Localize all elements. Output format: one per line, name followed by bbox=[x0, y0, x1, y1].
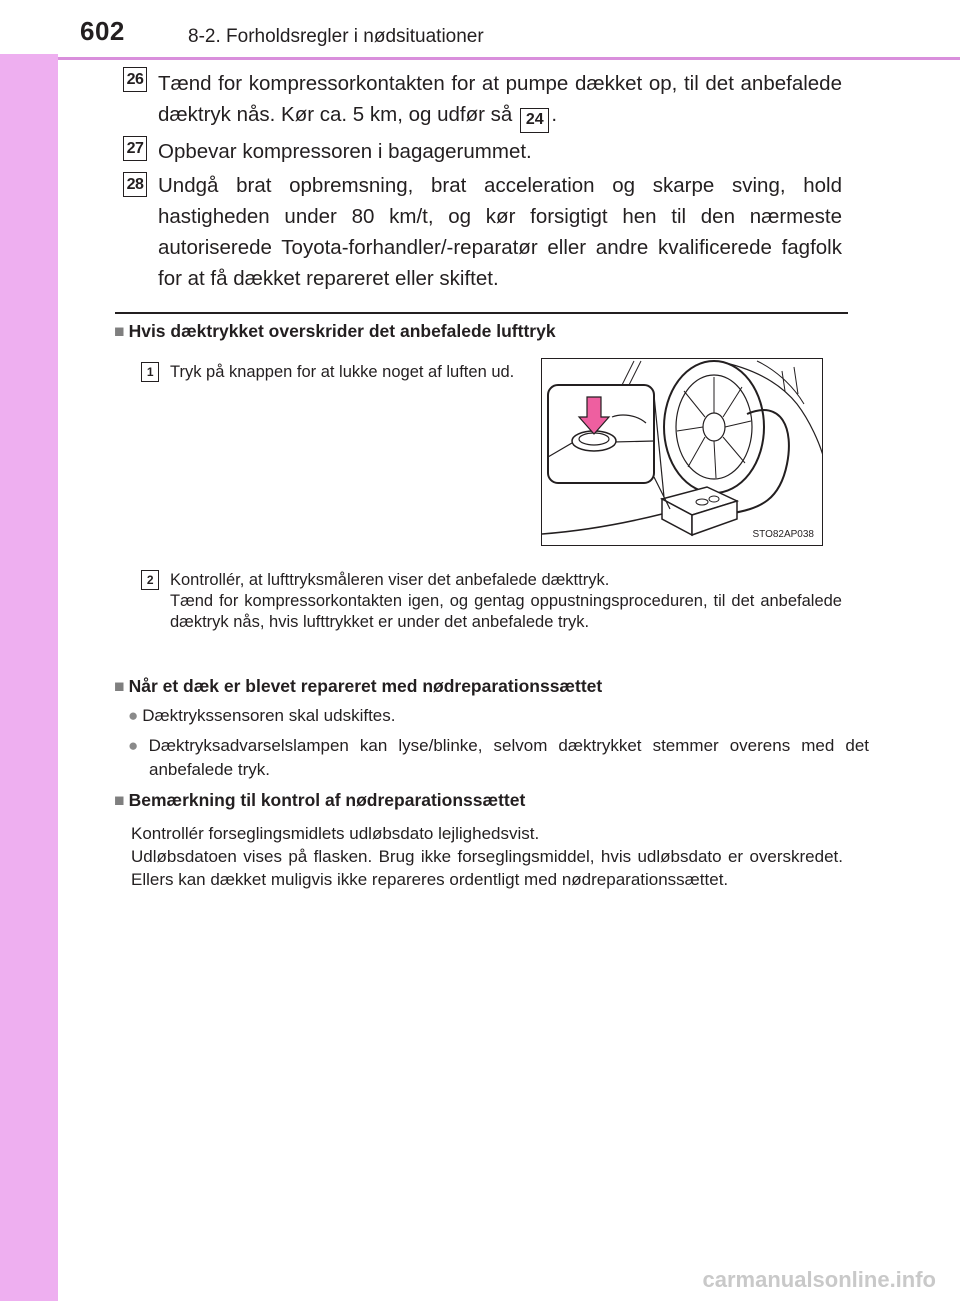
bullet-item-warning-lamp bbox=[128, 734, 869, 782]
step-ref-badge-24: 24 bbox=[520, 108, 549, 133]
subheading-kit-check-text: Bemærkning til kontrol af nødreparationssættet bbox=[128, 790, 526, 810]
item-badge-2: 2 bbox=[141, 570, 159, 590]
figure-code: STO82AP038 bbox=[752, 529, 814, 540]
round-bullet-icon: ● bbox=[128, 706, 139, 725]
step-badge-27: 27 bbox=[123, 136, 147, 161]
subheading-kit-check bbox=[114, 790, 525, 811]
page-header bbox=[0, 0, 960, 54]
step-badge-28: 28 bbox=[123, 172, 147, 197]
step-26-text bbox=[158, 68, 842, 133]
step-badge-26: 26 bbox=[123, 67, 147, 92]
kit-check-text bbox=[131, 822, 843, 891]
square-bullet-icon: ■ bbox=[114, 676, 125, 696]
item-1-text: Tryk på knappen for at lukke noget af luften ud. bbox=[170, 363, 515, 381]
step-26-text-main: Tænd for kompressorkontakten for at pumpe dækket op, til det anbefalede dæktryk nås. Kør ca. 5 km, og udfør så bbox=[158, 72, 842, 126]
header-rule bbox=[58, 57, 960, 60]
section-title: 8-2. Forholdsregler i nødsituationer bbox=[188, 26, 484, 47]
tire-compressor-drawing bbox=[542, 359, 823, 546]
item-2-text bbox=[170, 570, 842, 633]
round-bullet-icon: ● bbox=[128, 736, 145, 755]
bullet-item-sensor bbox=[128, 704, 848, 728]
item-2-line-1: Kontrollér, at lufttryksmåleren viser det anbefalede dækttryk. bbox=[170, 571, 610, 589]
step-26-text-end: . bbox=[551, 103, 558, 126]
subheading-after-repair bbox=[114, 676, 602, 697]
subheading-after-repair-text: Når et dæk er blevet repareret med nødreparationssættet bbox=[128, 676, 603, 696]
square-bullet-icon: ■ bbox=[114, 321, 125, 341]
watermark: carmanualsonline.info bbox=[702, 1267, 936, 1292]
kit-check-line-2: Udløbsdatoen vises på flasken. Brug ikke forseglingsmiddel, hvis udløbsdato er overskredet. Ellers kan dækket muligvis ikke repareres ordentligt med nødreparationssættet. bbox=[131, 847, 843, 889]
item-badge-1: 1 bbox=[141, 362, 159, 382]
step-27-text: Opbevar kompressoren i bagagerummet. bbox=[158, 140, 532, 163]
subheading-overpressure-text: Hvis dæktrykket overskrider det anbefalede lufttryk bbox=[128, 321, 556, 341]
bullet-item-sensor-text: Dæktrykssensoren skal udskiftes. bbox=[142, 706, 396, 725]
bullet-item-warning-lamp-text: Dæktryksadvarselslampen kan lyse/blinke, selvom dæktrykket stemmer overens med det anbefalede tryk. bbox=[148, 736, 869, 779]
subheading-overpressure bbox=[114, 321, 556, 342]
section-divider bbox=[115, 312, 848, 314]
square-bullet-icon: ■ bbox=[114, 790, 125, 810]
step-28-text: Undgå brat opbremsning, brat acceleration og skarpe sving, hold hastigheden under 80 km/t, og kør forsigtigt hen til den nærmeste autoriserede Toyota-forhandler/-reparatør eller andre kvalificerede fagfolk for at få dækket repareret eller skiftet. bbox=[158, 174, 842, 290]
compressor-illustration bbox=[541, 358, 823, 546]
page-number: 602 bbox=[80, 16, 125, 46]
item-2-line-2: Tænd for kompressorkontakten igen, og gentag oppustningsproceduren, til det anbefalede dæktryk nås, hvis lufttrykket er under det anbefalede tryk. bbox=[170, 592, 842, 631]
side-tab-strip bbox=[0, 0, 58, 1301]
kit-check-line-1: Kontrollér forseglingsmidlets udløbsdato lejlighedsvist. bbox=[131, 824, 540, 843]
